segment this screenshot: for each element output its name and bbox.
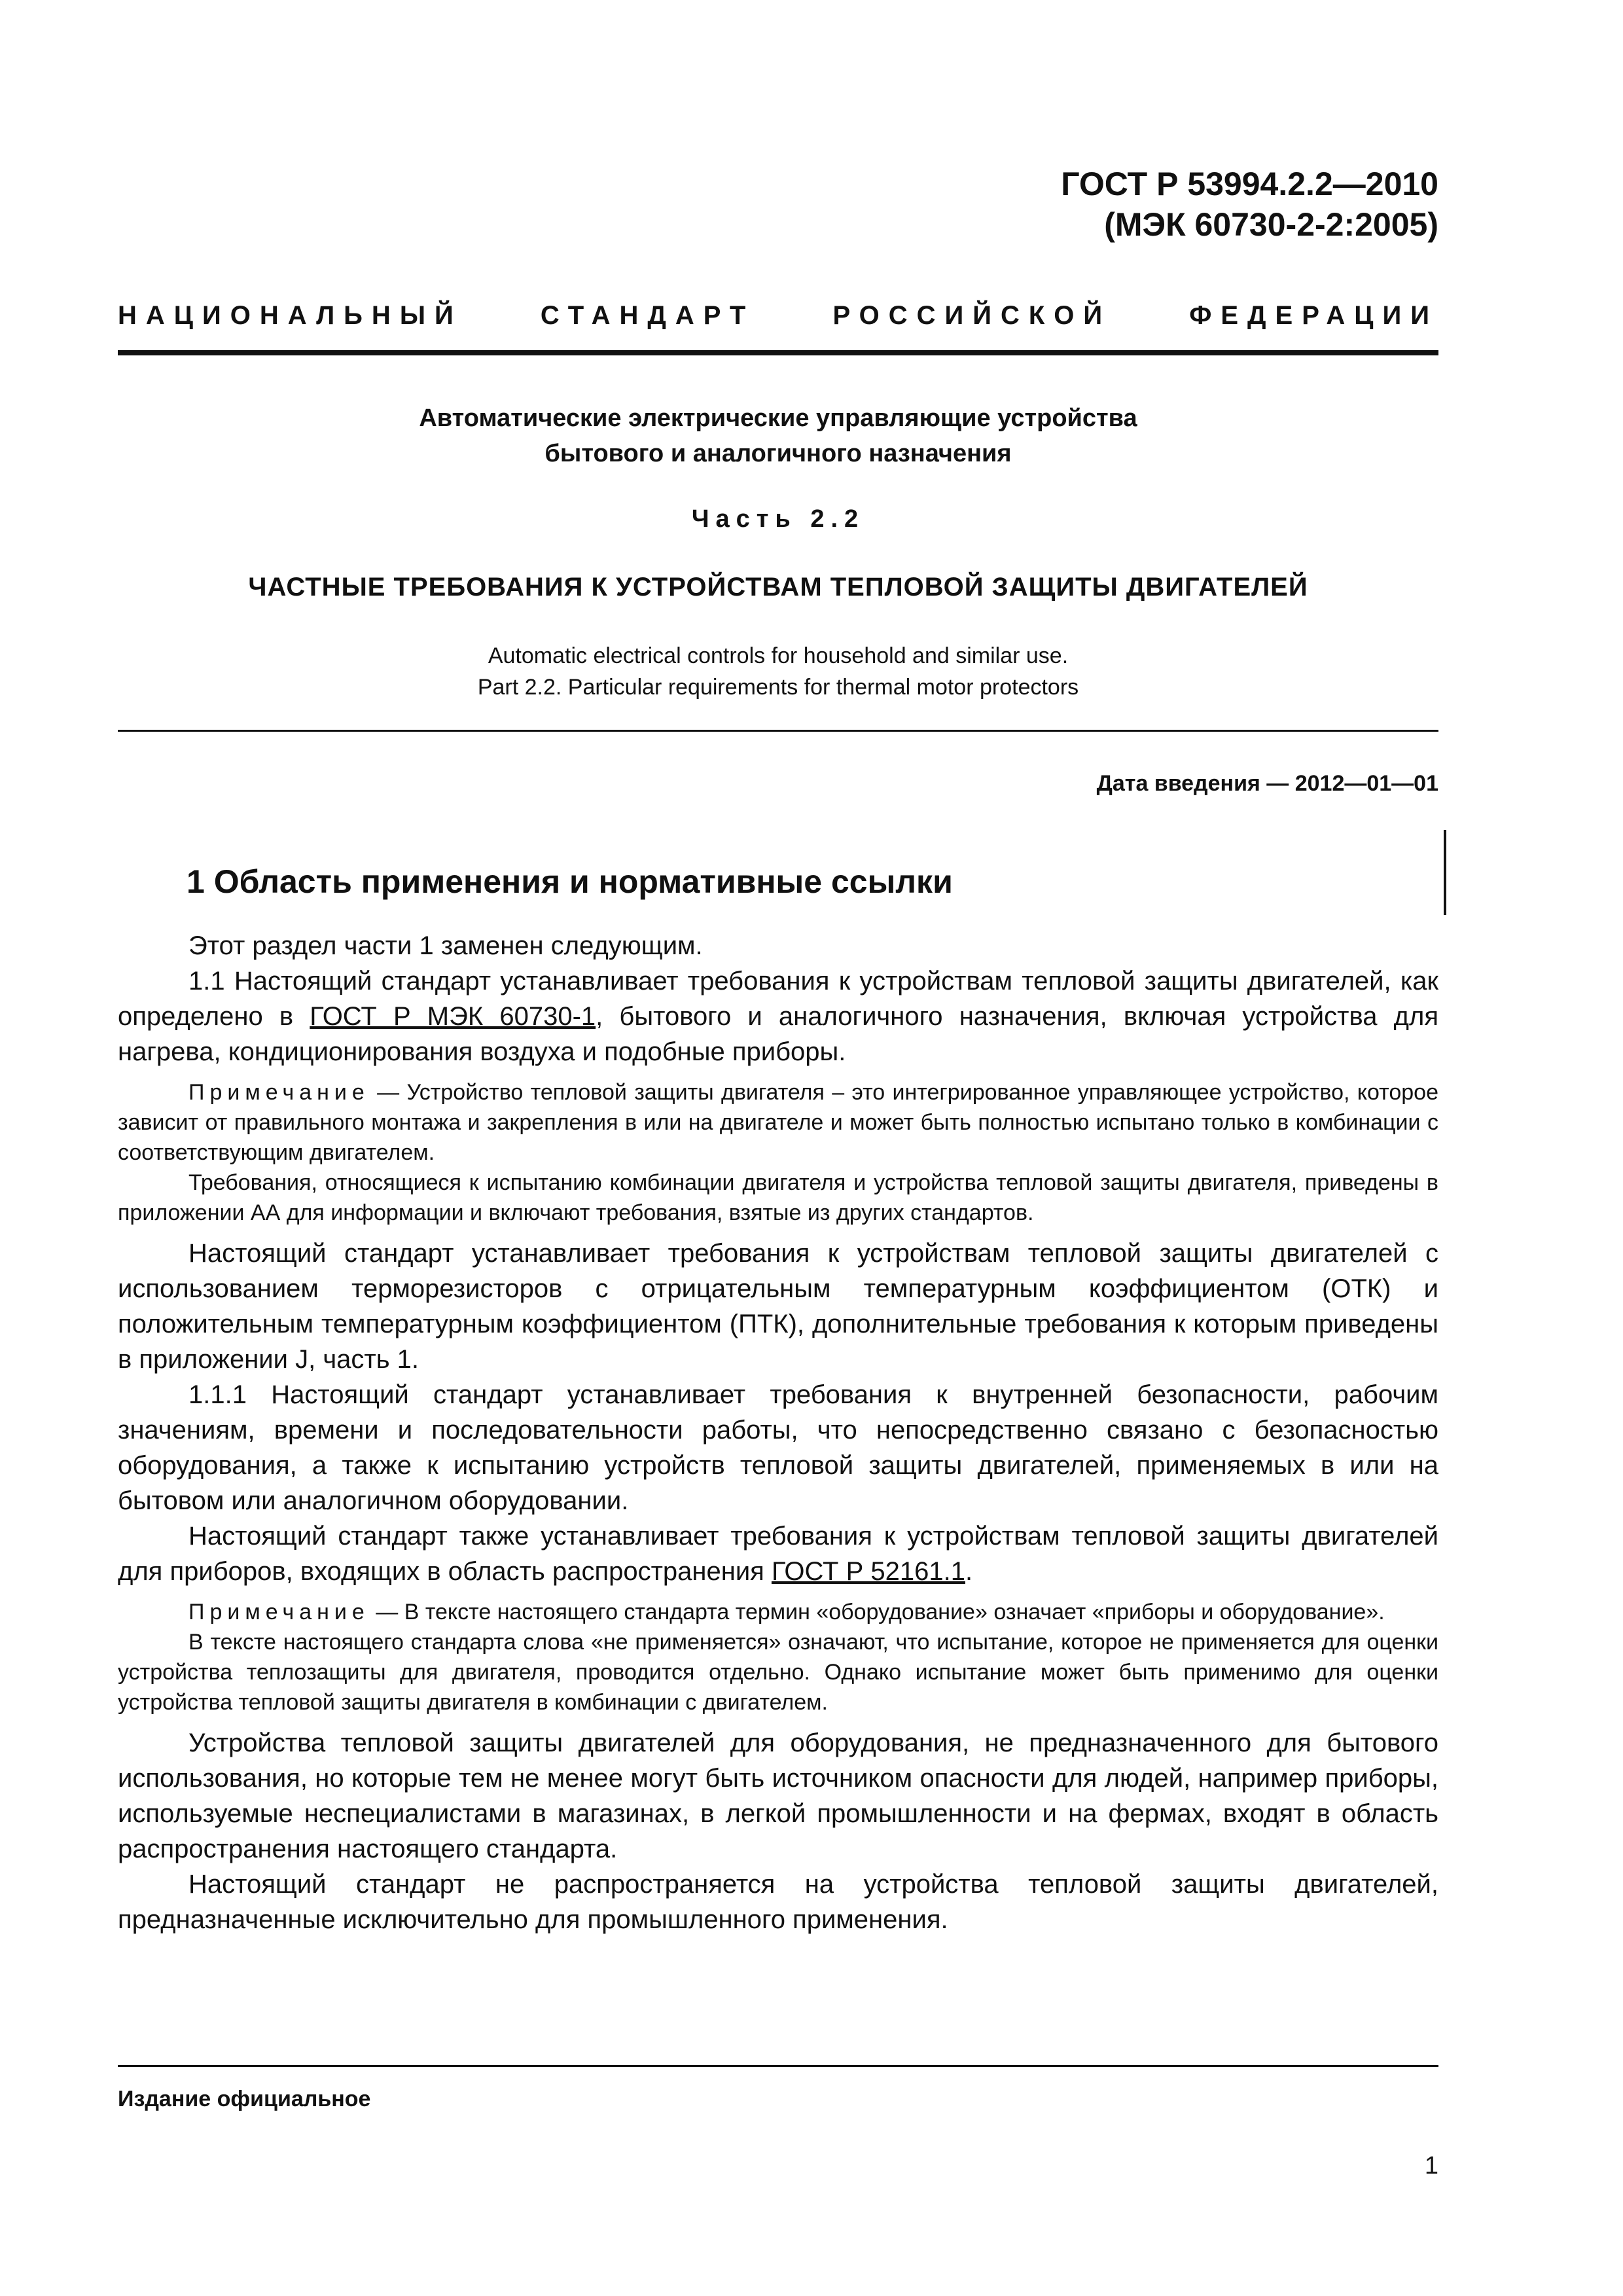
note-paragraph bbox=[118, 1077, 1438, 1168]
note-label: Примечание bbox=[188, 1080, 370, 1105]
banner-word: ФЕДЕРАЦИИ bbox=[1189, 301, 1438, 330]
gost-52161-1-link[interactable]: ГОСТ Р 52161.1 bbox=[771, 1557, 965, 1586]
gost-iec-60730-1-link[interactable]: ГОСТ Р МЭК 60730-1 bbox=[310, 1002, 596, 1031]
document-number-block bbox=[1061, 164, 1438, 245]
paragraph: Настоящий стандарт устанавливает требования к устройствам тепловой защиты двигателей с использованием терморезисторов с отрицательным температурным коэффициентом (ОТК) и положительным температурным коэффициентом (ПТК), дополнительные требования к которым приведены в приложении J, часть 1. bbox=[118, 1239, 1438, 1374]
paragraph: 1.1.1 Настоящий стандарт устанавливает требования к внутренней безопасности, рабочим значениям, времени и последовательности работы, что непосредственно связано с безопасностью оборудования, а также к испытанию устройств тепловой защиты двигателей, применяемых в или на бытовом или аналогичном оборудовании. bbox=[118, 1380, 1438, 1515]
note-text: — Устройство тепловой защиты двигателя – это интегрированное управляющее устройство, которое зависит от правильного монтажа и закрепления в или на двигателе и может быть полностью испытано только в комбинации с соответствующим двигателем. bbox=[118, 1080, 1438, 1165]
page-number: 1 bbox=[1424, 2152, 1438, 2179]
document-subtitle: ЧАСТНЫЕ ТРЕБОВАНИЯ К УСТРОЙСТВАМ ТЕПЛОВОЙ ЗАЩИТЫ ДВИГАТЕЛЕЙ bbox=[248, 573, 1308, 601]
paragraph bbox=[118, 963, 1438, 1069]
title-line: бытового и аналогичного назначения bbox=[544, 440, 1012, 467]
banner-word: НАЦИОНАЛЬНЫЙ bbox=[118, 301, 463, 330]
paragraph: Устройства тепловой защиты двигателей для оборудования, не предназначенного для бытового использования, но которые тем не менее могут быть источником опасности для людей, например приборы, используемые неспециалистами в магазинах, в легкой промышленности и на фермах, входят в область распространения настоящего стандарта. bbox=[118, 1729, 1438, 1863]
paragraph bbox=[118, 1518, 1438, 1589]
document-title-ru bbox=[118, 401, 1438, 471]
title-line: Автоматические электрические управляющие устройства bbox=[419, 404, 1137, 432]
note-text: — В тексте настоящего стандарта термин «оборудование» означает «приборы и оборудование». bbox=[369, 1600, 1385, 1624]
paragraph: Этот раздел части 1 заменен следующим. bbox=[188, 931, 703, 960]
official-edition-label: Издание официальное bbox=[118, 2087, 371, 2111]
paragraph: Настоящий стандарт не распространяется на устройства тепловой защиты двигателей, предназначенные исключительно для промышленного применения. bbox=[118, 1870, 1438, 1934]
title-divider bbox=[118, 730, 1438, 732]
change-marker bbox=[1444, 830, 1446, 915]
paragraph-text: , бытового и аналогичного назначения, включая устройства для нагрева, кондиционирования воздуха и подобные приборы. bbox=[118, 1002, 1438, 1066]
title-en-line: Automatic electrical controls for household and similar use. bbox=[488, 643, 1069, 668]
document-title-en bbox=[118, 640, 1438, 703]
banner-divider bbox=[118, 350, 1438, 355]
note-paragraph: В тексте настоящего стандарта слова «не применяется» означают, что испытание, которое не применяется для оценки устройства теплозащиты для двигателя, проводится отдельно. Однако испытание может быть применимо для оценки устройства тепловой защиты двигателя в комбинации с двигателем. bbox=[118, 1630, 1438, 1715]
gost-number: ГОСТ Р 53994.2.2—2010 bbox=[1061, 166, 1438, 202]
banner-word: РОССИЙСКОЙ bbox=[832, 301, 1112, 330]
note-label: Примечание bbox=[188, 1600, 370, 1624]
iec-number: (МЭК 60730-2-2:2005) bbox=[1104, 206, 1438, 243]
paragraph-text: 1.1 Настоящий стандарт устанавливает требования к устройствам тепловой защиты двигателей, как определено в bbox=[118, 967, 1438, 1031]
national-standard-banner bbox=[118, 301, 1438, 331]
paragraph-text: Настоящий стандарт также устанавливает требования к устройствам тепловой защиты двигателей для приборов, входящих в область распространения bbox=[118, 1522, 1438, 1586]
banner-word: СТАНДАРТ bbox=[540, 301, 755, 330]
footer-divider bbox=[118, 2065, 1438, 2067]
note-paragraph bbox=[118, 1597, 1438, 1627]
paragraph-text: . bbox=[965, 1557, 973, 1586]
introduction-date: Дата введения — 2012—01—01 bbox=[1096, 771, 1438, 796]
section-heading: 1 Область применения и нормативные ссылки bbox=[187, 863, 953, 900]
section-body bbox=[118, 928, 1438, 1937]
part-label: Часть 2.2 bbox=[691, 505, 865, 533]
title-en-line: Part 2.2. Particular requirements for thermal motor protectors bbox=[477, 675, 1079, 700]
note-paragraph: Требования, относящиеся к испытанию комбинации двигателя и устройства тепловой защиты двигателя, приведены в приложении АА для информации и включают требования, взятые из других стандартов. bbox=[118, 1170, 1438, 1225]
